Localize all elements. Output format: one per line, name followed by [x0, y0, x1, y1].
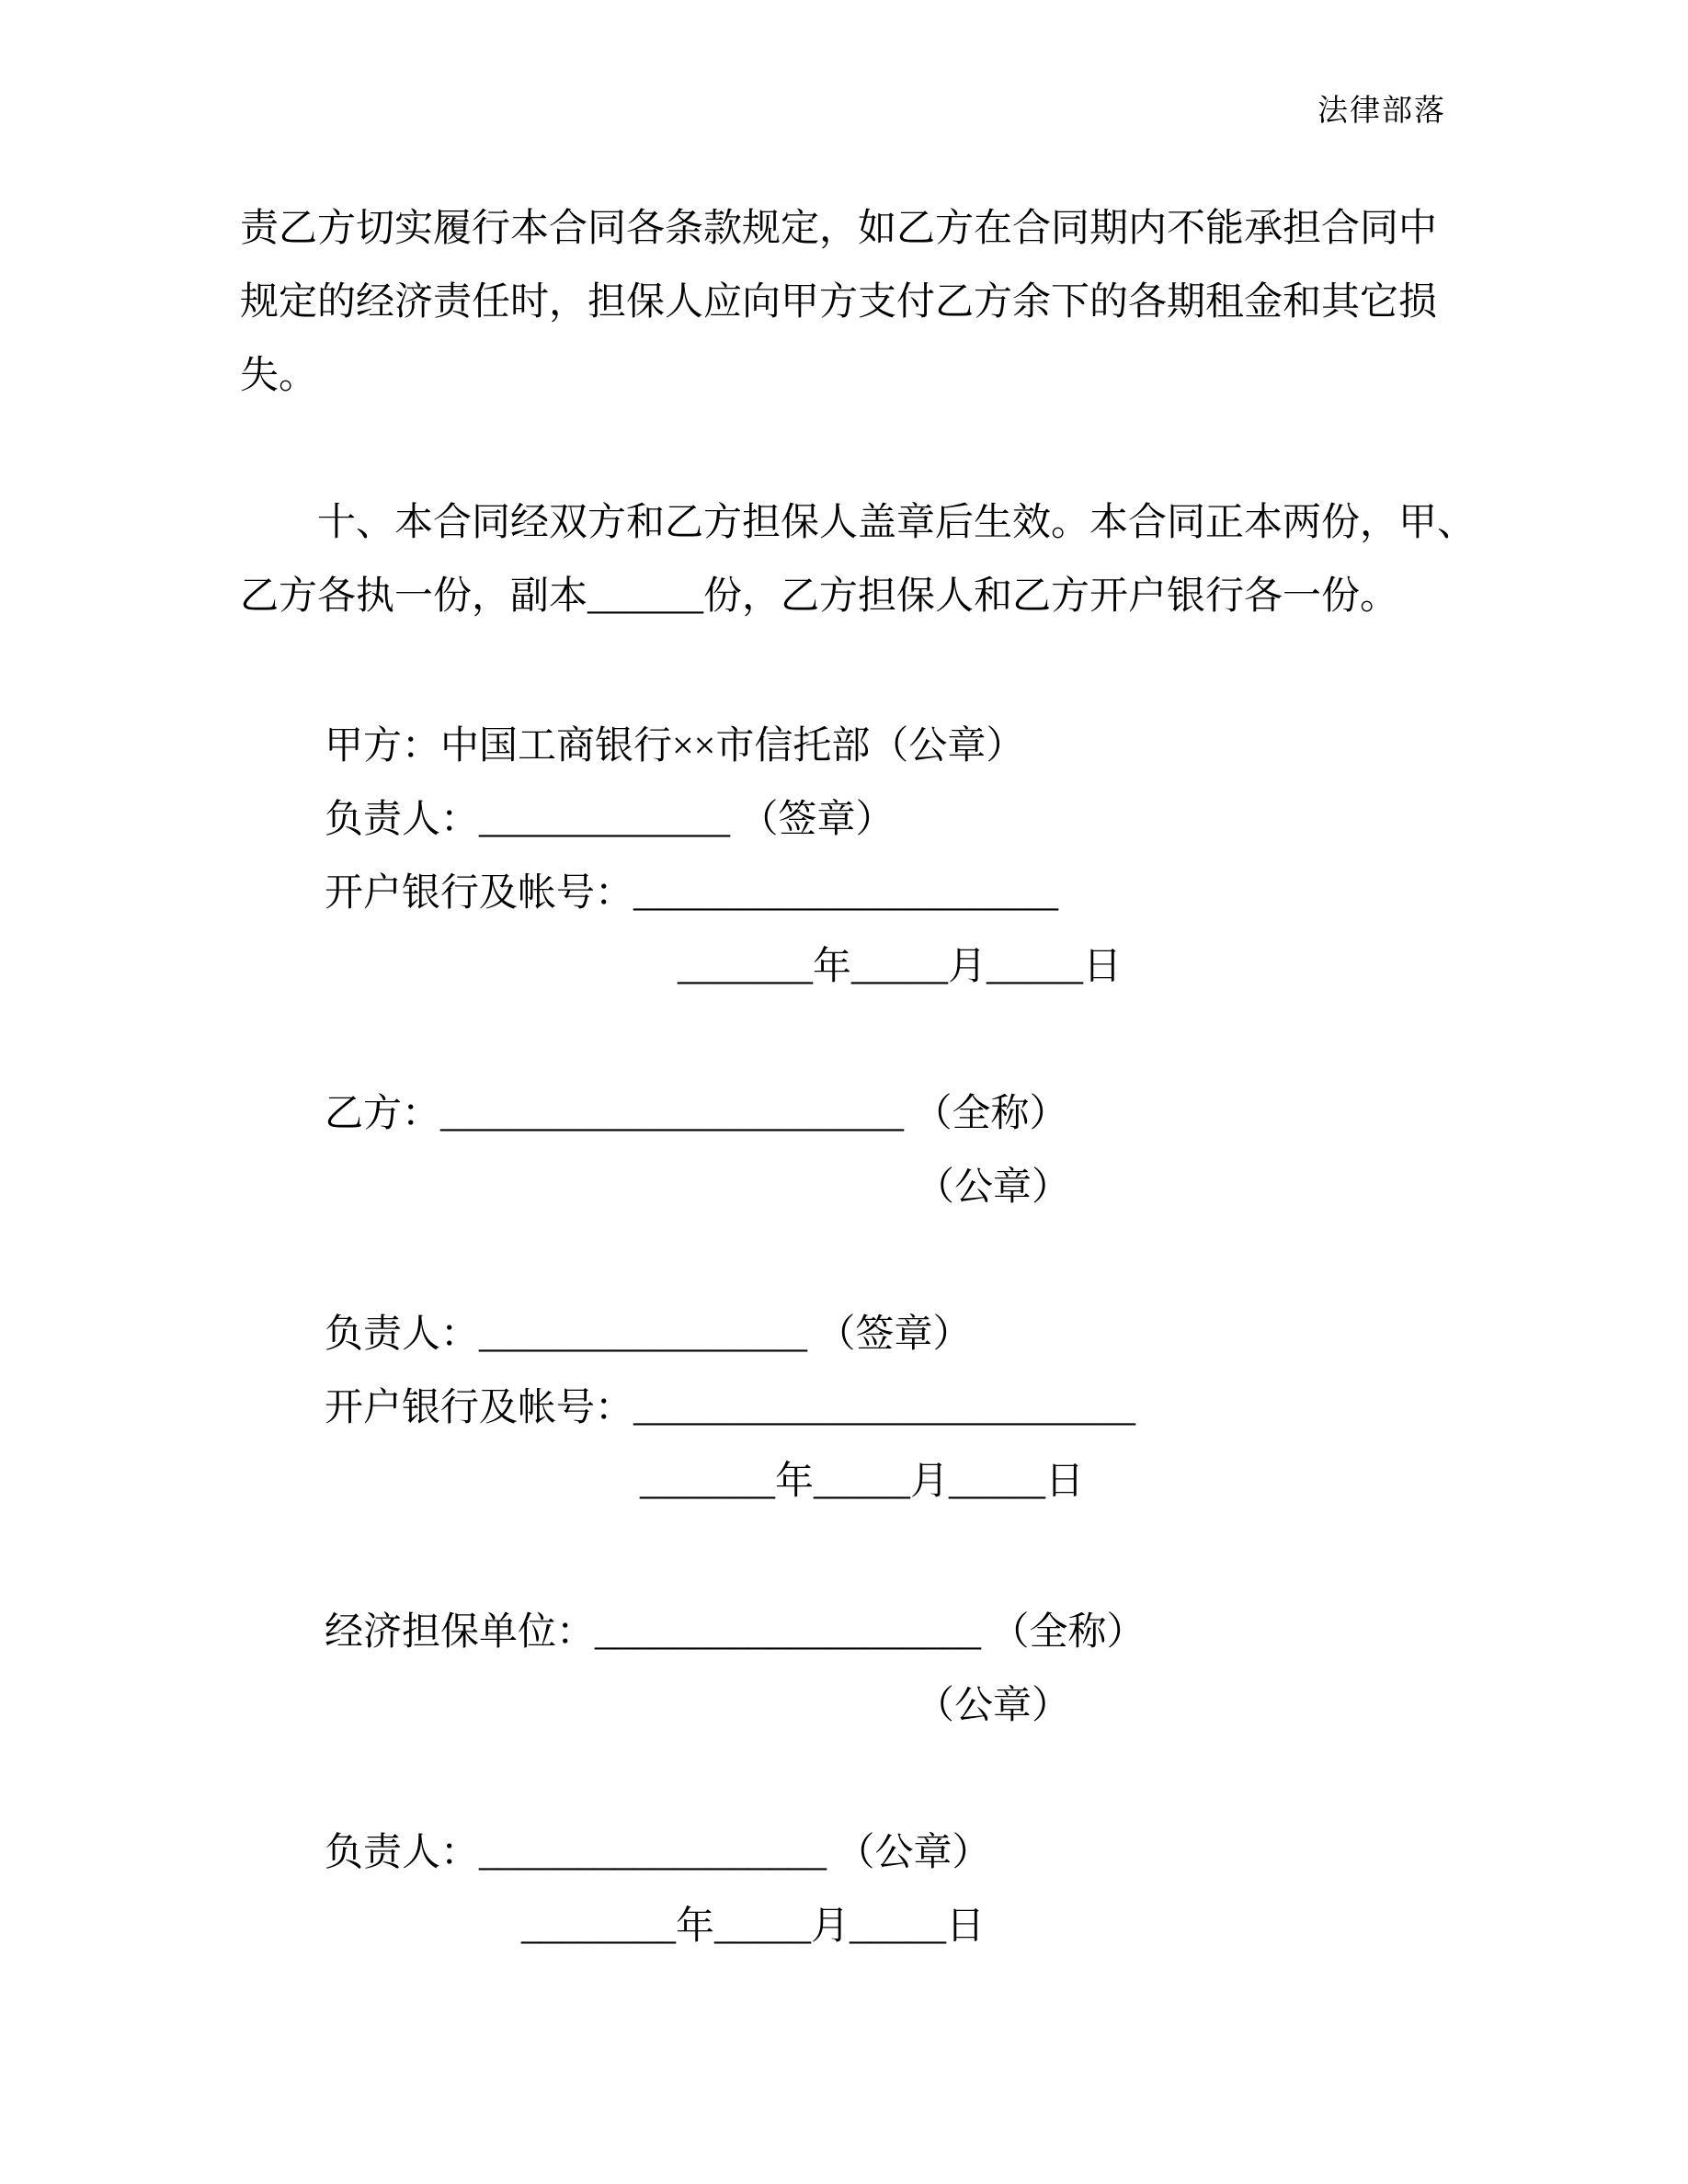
site-watermark: 法律部落 — [1317, 95, 1446, 128]
party-b-principal-line: 负责人：_________________ （签章） — [325, 1314, 972, 1356]
clause-paragraph-line-1: 责乙方切实履行本合同各条款规定，如乙方在合同期内不能承担合同中 — [240, 208, 1438, 250]
party-a-bank-account-line: 开户银行及帐号：______________________ — [325, 872, 1059, 915]
guarantor-name-line: 经济担保单位：____________________ （全称） — [325, 1611, 1146, 1654]
party-b-name-line: 乙方：________________________ （全称） — [325, 1093, 1068, 1135]
guarantor-principal-line: 负责人：__________________ （公章） — [325, 1832, 991, 1874]
guarantor-seal-line: （公章） — [916, 1685, 1071, 1727]
party-a-date-line: _______年_____月_____日 — [678, 946, 1123, 988]
party-a-principal-line: 负责人：_____________ （签章） — [325, 799, 895, 841]
clause-ten-line-2: 乙方各执一份，副本______份，乙方担保人和乙方开户银行各一份。 — [240, 575, 1399, 618]
party-b-date-line: _______年_____月_____日 — [640, 1461, 1085, 1503]
clause-ten-line-1: 十、本合同经双方和乙方担保人盖章后生效。本合同正本两份，甲、 — [317, 502, 1477, 544]
clause-paragraph-line-3: 失。 — [240, 355, 318, 397]
party-b-seal-line: （公章） — [916, 1166, 1071, 1209]
clause-paragraph-line-2: 规定的经济责任时，担保人应向甲方支付乙方余下的各期租金和其它损 — [240, 281, 1438, 324]
party-b-bank-account-line: 开户银行及帐号：__________________________ — [325, 1387, 1136, 1429]
guarantor-date-line: ________年_____月_____日 — [521, 1905, 986, 1948]
party-a-name-line: 甲方：中国工商银行××市信托部（公章） — [325, 725, 1025, 768]
